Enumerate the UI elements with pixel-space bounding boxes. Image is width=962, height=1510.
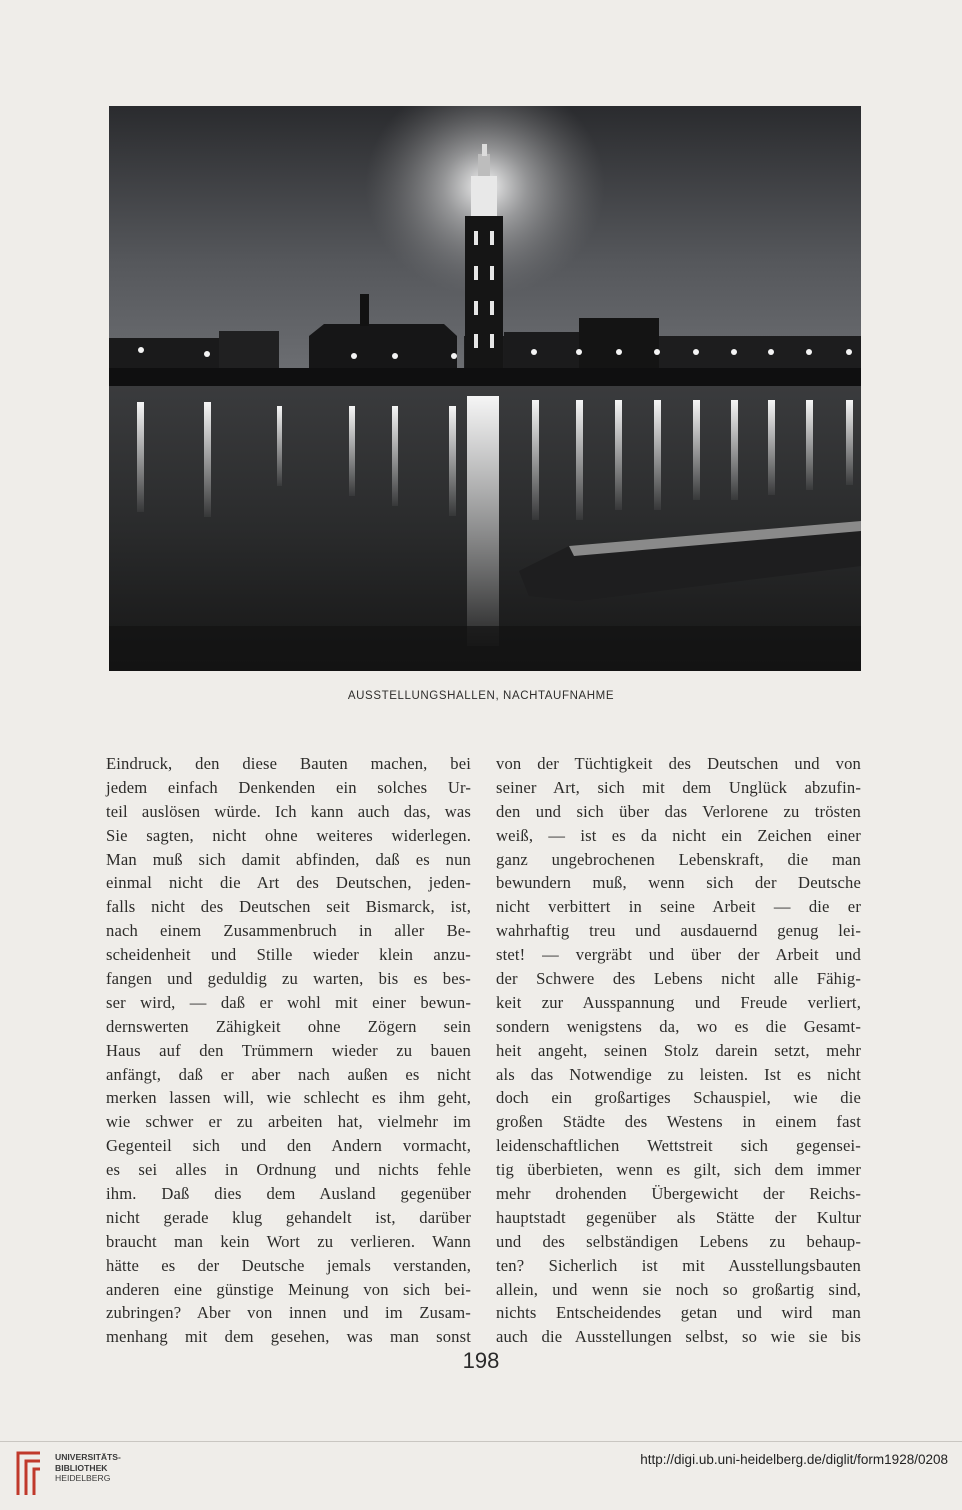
text-line: hauptstadt gegenüber als Stätte der Kultur bbox=[496, 1207, 861, 1227]
text-line: von der Tüchtigkeit des Deutschen und von bbox=[496, 754, 861, 773]
text-line: Sie sagten, nicht ohne weiteres widerlegen. bbox=[106, 825, 471, 845]
text-line: wie schwer er zu arbeiten hat, vielmehr im bbox=[106, 1112, 471, 1132]
text-line: zubringen? Aber von innen und im Zusam- bbox=[106, 1303, 471, 1323]
text-line: Eindruck, den diese Bauten machen, bei bbox=[106, 754, 471, 773]
text-line: stet! — vergräbt und über der Arbeit und bbox=[496, 945, 861, 965]
text-line: ten? Sicherlich ist mit Ausstellungsbauten bbox=[496, 1255, 861, 1275]
text-line: bewundern muß, wenn sich der Deutsche bbox=[496, 873, 861, 893]
text-line: Haus auf den Trümmern wieder zu bauen bbox=[106, 1040, 471, 1060]
exhibition-halls-night-photo bbox=[109, 106, 861, 671]
text-line: anderen eine günstige Meinung von sich bei- bbox=[106, 1279, 471, 1299]
text-line: keit zur Ausspannung und Freude verliert, bbox=[496, 992, 861, 1012]
text-line: ganz ungebrochenen Lebenskraft, die man bbox=[496, 849, 861, 869]
right-text-column bbox=[496, 752, 861, 1349]
text-line: auch die Ausstellungen selbst, so wie sie bis bbox=[496, 1327, 861, 1347]
text-line: weiß, — ist es da nicht ein Zeichen einer bbox=[496, 825, 861, 845]
page-number: 198 bbox=[462, 1348, 500, 1373]
text-line: tig überbieten, wenn es gilt, sich dem immer bbox=[496, 1160, 861, 1180]
text-line: den und sich über das Verlorene zu trösten bbox=[496, 801, 861, 821]
logo-line: UNIVERSITÄTS- bbox=[55, 1452, 121, 1462]
text-line: falls nicht des Deutschen seit Bismarck, ist, bbox=[106, 897, 471, 917]
text-line: es sei alles in Ordnung und nichts fehle bbox=[106, 1160, 471, 1180]
text-line: merken lassen will, wie schlecht es ihm geht, bbox=[106, 1088, 471, 1108]
university-library-name bbox=[55, 1452, 121, 1484]
text-line: ser wird, — daß er wohl mit einer bewun- bbox=[106, 992, 471, 1012]
text-line: braucht man kein Wort zu verlieren. Wann bbox=[106, 1231, 471, 1251]
text-line: ihm. Daß dies dem Ausland gegenüber bbox=[106, 1184, 471, 1204]
text-line: Gegenteil sich und den Andern vormacht, bbox=[106, 1136, 471, 1156]
text-line: fangen und geduldig zu warten, bis es bes- bbox=[106, 969, 471, 989]
text-line: mehr drohenden Übergewicht der Reichs- bbox=[496, 1184, 861, 1204]
text-line: großen Städte des Westens in einem fast bbox=[496, 1112, 861, 1132]
text-line: als das Notwendige zu leisten. Ist es nicht bbox=[496, 1064, 861, 1084]
text-line: heit angeht, seinen Stolz darein setzt, mehr bbox=[496, 1040, 861, 1060]
left-text-column bbox=[106, 752, 471, 1349]
text-line: menhang mit dem gesehen, was man sonst bbox=[106, 1327, 471, 1347]
text-line: einmal nicht die Art des Deutschen, jeden- bbox=[106, 873, 471, 893]
text-line: teil auslösen würde. Ich kann auch das, was bbox=[106, 801, 471, 821]
text-line: doch ein großartiges Schauspiel, wie die bbox=[496, 1088, 861, 1108]
text-line: der Schwere des Lebens nicht alle Fähig- bbox=[496, 969, 861, 989]
text-line: seiner Art, sich mit dem Unglück abzufin- bbox=[496, 777, 861, 797]
text-line: allein, und wenn sie noch so großartig sind, bbox=[496, 1279, 861, 1299]
text-line: leidenschaftlichen Wettstreit sich gegensei- bbox=[496, 1136, 861, 1156]
logo-line: BIBLIOTHEK bbox=[55, 1462, 108, 1473]
text-line: dernswerten Zähigkeit ohne Zögern sein bbox=[106, 1016, 471, 1036]
text-line: nach einem Zusammenbruch in aller Be- bbox=[106, 921, 471, 941]
text-line: nicht verbittert in seine Arbeit — die er bbox=[496, 897, 861, 917]
footer-divider bbox=[0, 1441, 962, 1442]
text-line: anfängt, daß er aber nach außen es nicht bbox=[106, 1064, 471, 1084]
text-line: und des selbständigen Lebens zu behaup- bbox=[496, 1231, 861, 1251]
text-line: scheidenheit und Stille wieder klein anzu- bbox=[106, 945, 471, 965]
text-line: jedem einfach Denkenden ein solches Ur- bbox=[106, 777, 471, 797]
text-line: nichts Entscheidendes getan und wird man bbox=[496, 1303, 861, 1323]
text-line: sondern wenigstens da, wo es die Gesamt- bbox=[496, 1016, 861, 1036]
text-line: Man muß sich damit abfinden, daß es nun bbox=[106, 849, 471, 869]
text-line: nicht gerade klug gehandelt ist, darüber bbox=[106, 1207, 471, 1227]
photo-caption: AUSSTELLUNGSHALLEN, NACHTAUFNAHME bbox=[347, 690, 615, 702]
source-url-link[interactable]: http://digi.ub.uni-heidelberg.de/diglit/form1928/0208 bbox=[640, 1452, 948, 1467]
text-line: wahrhaftig treu und ausdauernd genug lei- bbox=[496, 921, 861, 941]
logo-line: HEIDELBERG bbox=[55, 1473, 111, 1484]
university-library-logo-icon[interactable] bbox=[10, 1449, 52, 1499]
text-line: hätte es der Deutsche jemals verstanden, bbox=[106, 1255, 471, 1275]
